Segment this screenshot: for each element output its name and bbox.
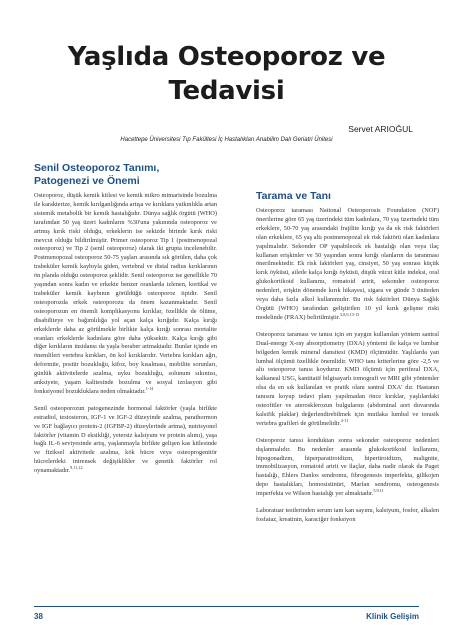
body-paragraph [256, 507, 439, 525]
paragraph-text: Laboratuar testlerinden serum tam kan sayımı, kalsiyum, fosfor, alkalen fosfataz, kreatinin, karaciğer fonksiyon [256, 507, 439, 523]
paragraph-text: Osteoporoz taraması National Osteoporosis Foundation (NOF) önerilerine göre 65 yaş üzerindeki tüm kadınlara, 70 yaş üzerindeki tüm erkeklere, 50-70 yaş arasındaki frajilite kırığı ya da ek risk faktörleri olan erkeklere, 65 yaş altı postmenopozal ek risk faktörü olan kadınlara yapılmalıdır. Sekonder OP yapabilecek ek hastalığı olan veya ilaç kullanan erişkinler ve 50 yaşından sonra kırığı olanların da taranması önerilmektedir. Ek risk faktörleri yaş, cinsiyet, 50 yaş sonrası küçük kırık öyküsü, ailede kalça kırığı öyküsü, düşük vücut kitle indeksi, oral glukokortikoid kullanımı, romatoid artrit, sekonder osteoporoz nedenleri, erişkin dönemde kırık hikayesi, sigara ve günde 3 üniteden veya daha fazla alkol kullanımıdır. Bu risk faktörleri Dünya Sağlık Örgütü (WHO) tarafından geliştirilen 10 yıl kırık gelişme riski modelinde (FRAX) belirtilmiştir. [256, 207, 439, 321]
paragraph-text: Osteoporoz tanısı konduktan sonra sekonder osteoporoz nedenleri dışlanmalıdır. Bu nedenler arasında glukokortikoid kullanımı, hipogonadizm, hiperparatiroidizm, hipertiroidizm, malignite, immobilizasyon, romatoid artrit ve ilaçlar, daha nadir olarak da Paget hastalığı, Ehlers Danlos sendromu, fibrogenesis imperfekta, gilikojen depo hastalıkları, homosistinüri, Marfan sendromu, osteogenesis imperfekta ve Wilson hastalığı yer almaktadır. [256, 436, 439, 498]
section-heading-senil-osteoporoz [34, 162, 217, 188]
body-paragraph [34, 192, 217, 397]
reference-superscript: 4-11 [340, 417, 349, 423]
section-heading-line-2: Patogenezi ve Önemi [34, 175, 140, 187]
paragraph-text: Osteoporoz taraması ve tanısı için en yaygın kullanılan yöntem santral Dual-energy X-ray absorptiometry (DXA) yöntemi ile kalça ve lumbar bölgeden kemik mineral dansitesi (KMD) ölçümüdür. Yaşlılarda yan lumbal ölçümü özellikle önemlidir. WHO tanı kriterlerine göre -2,5 ve altı osteoporoz tanısı koydurur. KMD ölçümü için periferal DXA, kalkaneal USG, kantitatif bilgisayarlı tomografi ve MRI gibi yöntemler olsa da en sık kullanılan ve pratik olanı santral DXA' dır. Hastanın tanısını koyup tedavi planı yapılmadan önce kırıklar, yaşlılardaki osteofitler ve aterosklerozun bulgularını (abdominal aort duvarında kalsifik plaklar) değerlendirebilmek için mutlaka lumbal ve torasik vertebra grafileri de görülmelidir. [256, 330, 439, 427]
reference-superscript: 1-14 [145, 385, 154, 391]
paragraph-text: Osteoporoz, düşük kemik kitlesi ve kemik mikro mimarisinde bozulma ile karakterize, kemik kırılganlığında artışa ve kırıklara yatkınlıkla artan sistemik metabolik bir kemik hastalığıdır. Dünya sağlık örgütü (WHO) tarafından 50 yaş üzeri kadınların %30'una yakınında osteoporoz ve artmış kırık riski olduğu, erkeklerin ise sekizde birinde kırık riski mevcut olduğu bildirilmiştir. Primer osteoporoz Tip 1 (postmenopozal osteoporoz) ve Tip 2 (senil osteoporoz) olarak iki gruptа incelenebilir. Postmenopozal osteoporoz 50-75 yaşları arasında sık görülen, daha çok trabeküler kemik kaybıyla giden, vertebral ve distal radius kırıklarının ön planda olduğu osteoporoz şeklidir. Senil osteoporoz ise genellikle 70 yaşından sonra kadın ve erkekte benzer oranlarda izlenen, kortikal ve trabeküler kemik kaybının görüldüğü osteoporoz tipidir. Senil osteoporozda erkek osteoporozu da önem kazanmaktadır. Senil osteoporozun en önemli komplikasyonu kırıklar, özellikle de ölüme, disabiliteye ve bağımlılığa yol açan kalça kırığıdır. Kalça kırığı erkeklerde daha az görülmekle birlikte kalça kırığı sonrası mortalite oranları erkeklerde kadınlara göre daha yüksektir. Kalça kırığı gibi diğer kırıkların insidansı da yaşla beraber artmaktadır. Bunlar içinde en önemlileri vertebra kırıkları, ön kol kırıklarıdır. Vertebra kırıkları ağrı, deformite, postür bozukluğu, kifoz, boy kısalması, mobilite sorunları, günlük aktivitelerde azalma, uyku bozukluğu, solunum sıkıntısı, anksiyete, yaşam kalitesinde bozulma ve sosyal izolasyon gibi fonksiyonel bozukluklara neden olmaktadır. [34, 192, 218, 395]
reference-superscript: 5,8,9,13-15 [340, 311, 360, 317]
body-paragraph [256, 437, 439, 499]
author-name: Servet ARIOĞUL [348, 124, 413, 134]
article-title-line-2: Tedavisi [168, 76, 285, 106]
reference-superscript: 9,11,12 [70, 465, 83, 471]
body-paragraph [34, 405, 217, 476]
article-title-line-1: Yaşlıda Osteoporoz ve [67, 42, 386, 72]
left-column [34, 162, 217, 484]
right-column [256, 162, 439, 533]
section-heading-line-1: Senil Osteoporoz Tanımı, [34, 162, 160, 174]
article-title [0, 40, 453, 108]
body-paragraph [256, 331, 439, 429]
journal-name: Klinik Gelişim [366, 612, 419, 621]
author-affiliation: Hacettepe Üniversitesi Tıp Fakültesi İç Hastalıkları Anabilim Dalı Geriatri Ünitesi [120, 137, 333, 143]
section-heading-tarama-tani: Tarama ve Tanı [256, 190, 331, 202]
footer-divider [34, 606, 419, 607]
body-paragraph [256, 207, 439, 323]
page-number: 38 [34, 612, 43, 621]
reference-superscript: 5,9,11 [373, 488, 384, 494]
paragraph-text: Senil osteoporozun patogenezinde hormonal faktörler (yaşla birlikte estradiol, testosteron, IGF-1 ve IGF-2 düzeyinde azalma, parathormon ve IGF bağlayıcı protein-2 (IGFBP-2) düzeylerinde artma), nutrisyonel faktörler (vitamin D eksikliği, yetersiz kalsiyum ve protein alımı), yaşa bağlı IL-6 seviyesinde artış, yaşlanmayla birlikte gelişen kas kitlesinde ve fiziksel aktivitede azalma, kök hücre veya osteoprogenitör hücrelerdeki intrensek değişiklikler ve genetik faktörler rol oynamaktadır. [34, 404, 217, 475]
